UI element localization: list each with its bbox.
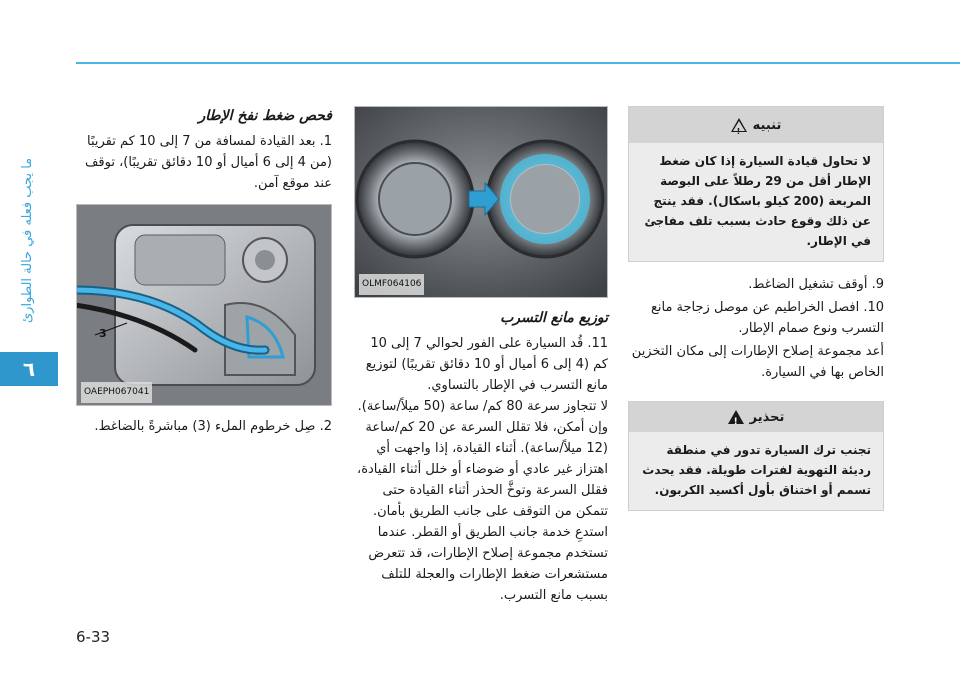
chapter-tab: ٦ — [0, 352, 58, 386]
step-2: 2. صِل خرطوم الملء (3) مباشرةً بالضاغط. — [94, 419, 332, 434]
right-column — [628, 106, 884, 511]
section-title: فحص ضغط نفخ الإطار — [198, 108, 332, 124]
steps-list — [628, 274, 884, 383]
figure-code: OLMF064106 — [359, 274, 424, 295]
header-rule — [76, 62, 960, 64]
compressor-figure — [76, 204, 332, 406]
figure-code: OAEPH067041 — [81, 382, 152, 403]
notice-text: لا تحاول قيادة السيارة إذا كان ضغط الإطار أقل من 29 رطلاً على البوصة المربعة (200 كيلو باسكال). فقد ينتج عن ذلك وقوع حادث بسبب تلف مفاجئ في الإطار. — [644, 154, 871, 248]
step-11: 11. قُد السيارة على الفور لحوالي 7 إلى 10 كم (4 إلى 6 أميال أو 10 دقائق تقريبًا) لتوزيع مانع التسرب في الإطار بالتساوي. — [365, 336, 608, 393]
warning-icon — [728, 410, 744, 424]
speed-guidance: لا تتجاوز سرعة 80 كم/ ساعة (50 ميلاً/ساعة). وإن أمكن، فلا تقلل السرعة عن 20 كم/ساعة (12 ميلاً/ساعة). أثناء القيادة، إذا واجهت أي اهتزاز غير عادي أو ضوضاء أو خلل أثناء القيادة، فقلل السرعة وتوخَّ الحذر أثناء القيادة حتى تتمكن من التوقف على جانب الطريق بأمان. استدعِ خدمة جانب الطريق أو القطر. عندما تستخدم مجموعة إصلاح الإطارات، قد تتعرض مستشعرات ضغط الإطارات والعجلة للتلف بسبب مانع التسرب. — [357, 399, 608, 603]
warning-header — [629, 402, 883, 432]
notice-header — [629, 107, 883, 143]
left-column — [76, 106, 332, 437]
tire-illustration — [354, 107, 607, 297]
warning-title: تحذير — [749, 409, 785, 425]
compressor-illustration — [76, 205, 331, 405]
section-title: توزيع مانع التسرب — [500, 310, 608, 326]
step-1: 1. بعد القيادة لمسافة من 7 إلى 10 كم تقريبًا (من 4 إلى 6 أميال أو 10 دقائق تقريبًا)، توقف عند موقع آمن. — [84, 134, 332, 191]
middle-column — [354, 106, 608, 606]
callout-number: 3 — [99, 327, 107, 340]
caution-icon — [731, 118, 747, 132]
warning-text: تجنب ترك السيارة تدور في منطقة رديئة التهوية لفترات طويلة. فقد يحدث تسمم أو اختناق بأول أكسيد الكربون. — [642, 443, 871, 497]
step-9: 9. أوقف تشغيل الضاغط. — [748, 277, 884, 292]
sealant-distribution-figure — [354, 106, 608, 298]
chapter-side-title: ما يجب فعله في حالة الطوارئ — [20, 157, 35, 323]
page-number: 6-33 — [76, 628, 111, 646]
step-10: 10. افصل الخراطيم عن موصل زجاجة مانع التسرب ونوع صمام الإطار. — [650, 300, 884, 336]
notice-box — [628, 106, 884, 262]
step-10-cont: أعد مجموعة إصلاح الإطارات إلى مكان التخزين الخاص بها في السيارة. — [631, 344, 884, 380]
notice-title: تنبيه — [752, 117, 782, 133]
warning-box — [628, 401, 884, 511]
